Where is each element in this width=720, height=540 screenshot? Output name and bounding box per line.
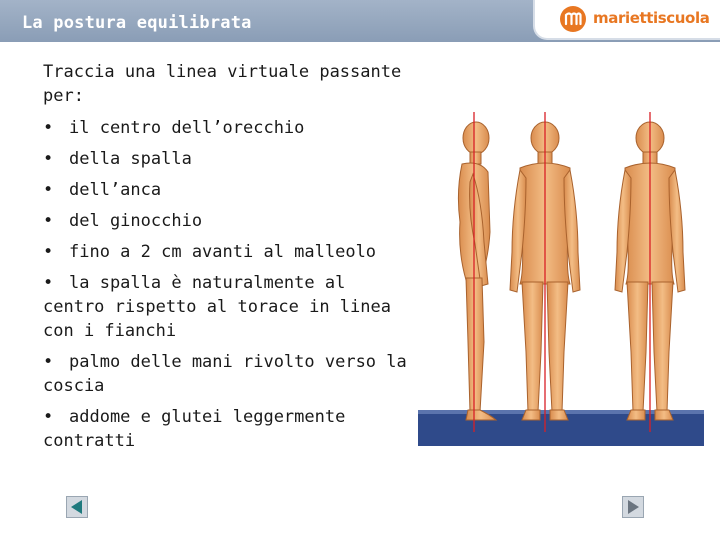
list-item-text: addome e glutei leggermente contratti <box>43 407 346 451</box>
instruction-list <box>43 116 408 453</box>
page-title: La postura equilibrata <box>22 13 252 33</box>
marietti-logo-icon <box>559 5 587 33</box>
figure-side-view <box>458 122 496 420</box>
list-item <box>43 271 408 343</box>
previous-slide-button[interactable] <box>66 496 88 518</box>
list-item <box>43 116 408 140</box>
title-bar <box>0 0 720 42</box>
list-item <box>43 405 408 453</box>
list-item <box>43 350 408 398</box>
list-item-text: della spalla <box>69 149 192 169</box>
bullet-glyph: • <box>43 118 54 138</box>
posture-instructions <box>43 60 408 460</box>
triangle-left-icon <box>67 497 87 517</box>
list-item <box>43 147 408 171</box>
list-item-text: dell’anca <box>69 180 162 200</box>
list-item <box>43 240 408 264</box>
next-slide-button[interactable] <box>622 496 644 518</box>
list-item <box>43 178 408 202</box>
bullet-glyph: • <box>43 211 54 231</box>
bullet-glyph: • <box>43 180 54 200</box>
list-item-text: il centro dell’orecchio <box>69 118 305 138</box>
list-item-text: del ginocchio <box>69 211 203 231</box>
bullet-glyph: • <box>43 242 54 262</box>
publisher-logo <box>533 0 720 40</box>
bullet-glyph: • <box>43 149 54 169</box>
list-item-text: la spalla è naturalmente al centro rispetto al torace in linea con i fianchi <box>43 273 391 341</box>
list-item-text: palmo delle mani rivolto verso la coscia <box>43 352 407 396</box>
logo-wordmark: mariettiscuola <box>593 9 710 27</box>
bullet-glyph: • <box>43 352 54 372</box>
intro-text: Traccia una linea virtuale passante per: <box>43 62 402 106</box>
list-item <box>43 209 408 233</box>
bullet-glyph: • <box>43 273 54 293</box>
triangle-right-icon <box>623 497 643 517</box>
posture-illustration <box>418 112 704 448</box>
list-item-text: fino a 2 cm avanti al malleolo <box>69 242 377 262</box>
bullet-glyph: • <box>43 407 54 427</box>
